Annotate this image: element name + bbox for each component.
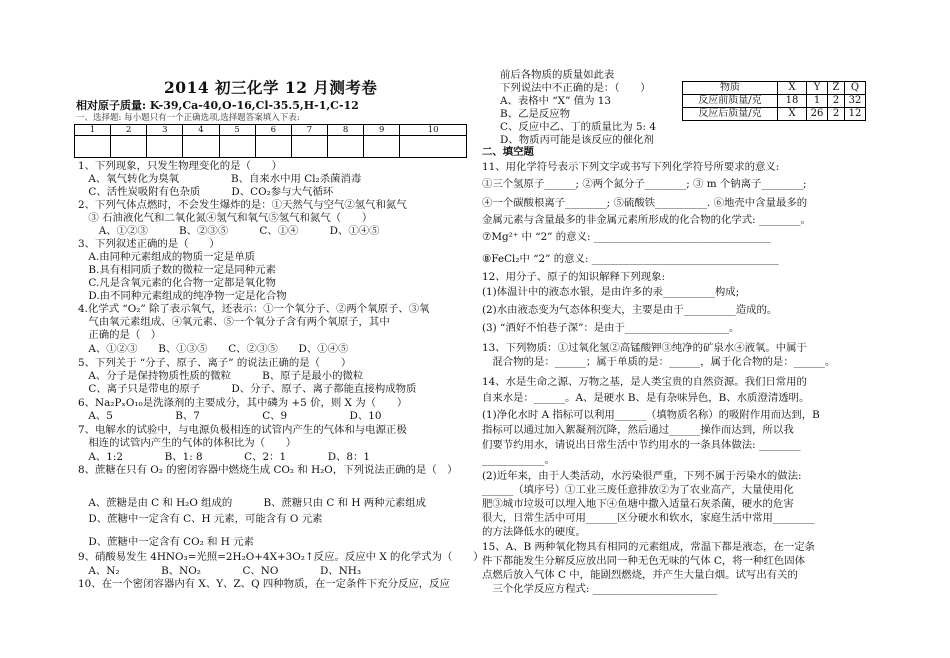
exam-title: 2014 初三化学 12 月测考卷 xyxy=(164,78,378,97)
question-line: 肥③城市垃圾可以埋入地下④鱼塘中撒入适量石灰杀菌，硬水的危害 xyxy=(482,498,794,510)
question-line: C.凡是含氧元素的化合物一定都是氧化物 xyxy=(78,277,276,289)
question-line: 前后各物质的质量如此表 xyxy=(500,69,615,81)
question-line: 件下都能发生分解反应放出同一种无色无味的气体 C，将一种红色固体 xyxy=(482,555,805,567)
question-line: 12、用分子、原子的知识解释下列现象: xyxy=(482,271,665,283)
table-cell: 反应后质量/克 xyxy=(683,108,778,121)
answer-cell[interactable] xyxy=(400,136,467,158)
table-header: Q xyxy=(845,82,866,95)
table-cell: 1 xyxy=(807,95,828,108)
question-line: 7、电解水的试验中，与电源负极相连的试管内产生的气体和与电源正极 xyxy=(78,424,407,436)
answer-cell[interactable] xyxy=(75,136,111,158)
answer-cell[interactable] xyxy=(327,136,363,158)
answer-number: 5 xyxy=(219,125,255,136)
table-cell: 2 xyxy=(828,95,845,108)
table-cell: 12 xyxy=(845,108,866,121)
question-line: 们要节约用水，请说出日常生活中节约用水的一条具体做法: ________ xyxy=(482,439,801,451)
question-line: 三个化学反应方程式: ________________________ xyxy=(482,583,718,595)
question-line: ____________。 xyxy=(482,454,555,466)
question-line: C、反应中乙、丁的质量比为 5: 4 xyxy=(500,121,656,133)
table-cell: 18 xyxy=(778,95,807,108)
answer-number: 2 xyxy=(111,125,147,136)
question-line: A、表格中 “X” 值为 13 xyxy=(500,95,611,107)
question-line: 3、下列叙述正确的是（ ） xyxy=(78,238,220,250)
table-cell: 26 xyxy=(807,108,828,121)
answer-cell[interactable] xyxy=(291,136,327,158)
answer-cell[interactable] xyxy=(147,136,183,158)
question-line: 13、下列物质：①过氧化氢②高锰酸钾③纯净的矿泉水④液氧。中属于 xyxy=(482,342,807,354)
answer-table xyxy=(74,124,467,158)
question-line: ①三个氢原子______; ②两个氮分子________; ③ m 个钠离子________; xyxy=(482,178,807,190)
question-line: 很大，日常生活中可用______区分硬水和软水，家庭生活中常用________ xyxy=(482,512,815,524)
question-line: 的方法降低水的硬度。 xyxy=(482,526,586,538)
question-line: ④一个碳酸根离子________; ⑤硫酸铁__________. ⑥地壳中含量最多的 xyxy=(482,197,808,209)
question-line: ______（填序号）①工业三废任意排放②为了农业高产，大量使用化 xyxy=(482,484,794,496)
question-line: A、蔗糖是由 C 和 H₂O 组成的 B、蔗糖只由 C 和 H 两种元素组成 xyxy=(78,497,427,509)
question-line: 6、Na₂PₓO₁₀是洗涤剂的主要成分，其中磷为 +5 价，则 X 为（ ） xyxy=(78,397,408,409)
question-line: 11、用化学符号表示下列文字或书写下列化学符号所要求的意义: xyxy=(482,161,780,173)
answer-number: 4 xyxy=(183,125,219,136)
question-line: 指标可以通过加入絮凝剂沉降，然后通过______操作而达到，所以我 xyxy=(482,424,794,436)
question-line: 15、A、B 两种氧化物具有相同的元素组成，常温下都是液态，在一定条 xyxy=(482,541,815,553)
question-line: 正确的是（ ） xyxy=(78,329,162,341)
question-line: 自来水是：______。A、是硬水 B、是有杂味异色，B、水质澄清透明。 xyxy=(482,392,810,404)
question-line: 14、水是生命之源、万物之基，是人类宝贵的自然资源。我们日常用的 xyxy=(482,376,807,388)
question-line: 气由氧元素组成、④氧元素、⑤一个氧分子含有两个氧原子，其中 xyxy=(78,316,390,328)
question-line: 5、下列关于 “分子、原子、离子” 的说法正确的是（ ） xyxy=(78,357,352,369)
answer-number: 8 xyxy=(327,125,363,136)
question-line: ⑧FeCl₂中 “2” 的意义: ____________________________________ xyxy=(482,253,779,265)
answer-cell[interactable] xyxy=(219,136,255,158)
question-line: A、①②③ B、①③⑤ C、②③⑤ D、①④⑤ xyxy=(78,343,349,355)
answer-number: 1 xyxy=(75,125,111,136)
question-line: (1)体温计中的液态水银，是由许多的汞__________构成; xyxy=(482,286,740,298)
question-line: (1)净化水时 A 指标可以利用______（填物质名称）的吸附作用而达到，B xyxy=(482,409,820,421)
question-line: 混合物的是：______；属于单质的是：______，属于化合物的是：______。 xyxy=(482,356,836,368)
question-line: 4.化学式 “O₂” 除了表示氧气，还表示：①一个氧分子、②两个氧原子、③氧 xyxy=(78,303,430,315)
question-line: A.由同种元素组成的物质一定是单质 xyxy=(78,251,256,263)
question-line: B.具有相同质子数的微粒一定是同种元素 xyxy=(78,264,276,276)
question-line: 相连的试管内产生的气体的体积比为（ ） xyxy=(78,437,297,449)
question-line: 2、下列气体点燃时，不会发生爆炸的是：①天然气与空气②氢气和氮气 xyxy=(78,199,407,211)
question-line: 1、下列现象，只发生物理变化的是（ ） xyxy=(78,160,283,172)
question-line: (3) “酒好不怕巷子深”：是由于____________________。 xyxy=(482,322,740,334)
question-line: D.由不同种元素组成的纯净物一定是化合物 xyxy=(78,290,287,302)
question-line: 8、蔗糖在只有 O₂ 的密闭容器中燃烧生成 CO₂ 和 H₂O，下列说法正确的是（ ） xyxy=(78,464,458,476)
table-cell: 反应前质量/克 xyxy=(683,95,778,108)
table-header: Z xyxy=(828,82,845,95)
answer-cell[interactable] xyxy=(111,136,147,158)
table-cell: 2 xyxy=(828,108,845,121)
question-line: A、1:2 B、1: 8 C、2：1 D、8：1 xyxy=(78,451,371,463)
question-line: 点燃后放入气体 C 中，能剧烈燃烧，并产生大量白烟。试写出有关的 xyxy=(482,569,798,581)
question-line: A、①②③ B、②③⑤ C、①④ D、①④⑤ xyxy=(78,225,380,237)
question-line: B、乙是反应物 xyxy=(500,108,570,120)
material-mass-table xyxy=(682,81,866,121)
question-line: 10、在一个密闭容器内有 X、Y、Z、Q 四种物质，在一定条件下充分反应，反应 xyxy=(78,578,450,590)
answer-number: 6 xyxy=(255,125,291,136)
atomic-masses: 相对原子质量: K-39,Ca-40,O-16,Cl-35.5,H-1,C-12 xyxy=(76,99,359,112)
question-line: A、5 B、7 C、9 D、10 xyxy=(78,410,382,422)
question-line: C、活性炭吸附有色杂质 D、CO₂参与大气循环 xyxy=(78,186,334,198)
answer-number: 7 xyxy=(291,125,327,136)
question-line: ③ 石油液化气和二氧化氮④氢气和氧气⑤氢气和氮气（ ） xyxy=(78,212,373,224)
question-line: D、物质丙可能是该反应的催化剂 xyxy=(500,134,654,146)
question-line: 9、硝酸易发生 4HNO₃=光照=2H₂O+4X+3O₂↑反应。反应中 X 的化学式为（ ） xyxy=(78,551,484,563)
question-line: A、氧气转化为臭氧 B、自来水中用 Cl₂杀菌消毒 xyxy=(78,173,362,185)
answer-cell[interactable] xyxy=(364,136,400,158)
question-line: D、蔗糖中一定含有 CO₂ 和 H 元素 xyxy=(78,536,254,548)
question-line: (2)水由液态变为气态体积变大，主要是由于__________造成的。 xyxy=(482,304,778,316)
question-line: C、离子只是带电的原子 D、分子、原子、离子都能直接构成物质 xyxy=(78,383,417,395)
table-cell: X xyxy=(778,108,807,121)
question-line: A、N₂ B、NO₂ C、NO D、NH₃ xyxy=(78,565,362,577)
question-line: A、分子是保持物质性质的微粒 B、原子是最小的微粒 xyxy=(78,370,364,382)
table-cell: 32 xyxy=(845,95,866,108)
question-line: ⑦Mg²⁺ 中 “2” 的意义: __________________________________ xyxy=(482,231,771,243)
table-header: X xyxy=(778,82,807,95)
question-line: D、蔗糖中一定含有 C、H 元素，可能含有 O 元素 xyxy=(78,513,323,525)
question-line: (2)近年来，由于人类活动，水污染很严重，下列不属于污染水的做法: xyxy=(482,470,802,482)
table-header: Y xyxy=(807,82,828,95)
question-line: 金属元素与含量最多的非金属元素所形成的化合物的化学式: ________。 xyxy=(482,214,811,226)
question-line: 下列说法中不正确的是：（ ） xyxy=(500,82,651,94)
answer-number: 3 xyxy=(147,125,183,136)
section-heading: 二、填空题 xyxy=(482,146,534,158)
answer-number: 9 xyxy=(364,125,400,136)
section-instruction: 一、选择题: 每小题只有一个正确选项,选择题答案填入下表: xyxy=(76,113,300,123)
answer-number: 10 xyxy=(400,125,467,136)
table-header: 物质 xyxy=(683,82,778,95)
answer-cell[interactable] xyxy=(183,136,219,158)
answer-cell[interactable] xyxy=(255,136,291,158)
